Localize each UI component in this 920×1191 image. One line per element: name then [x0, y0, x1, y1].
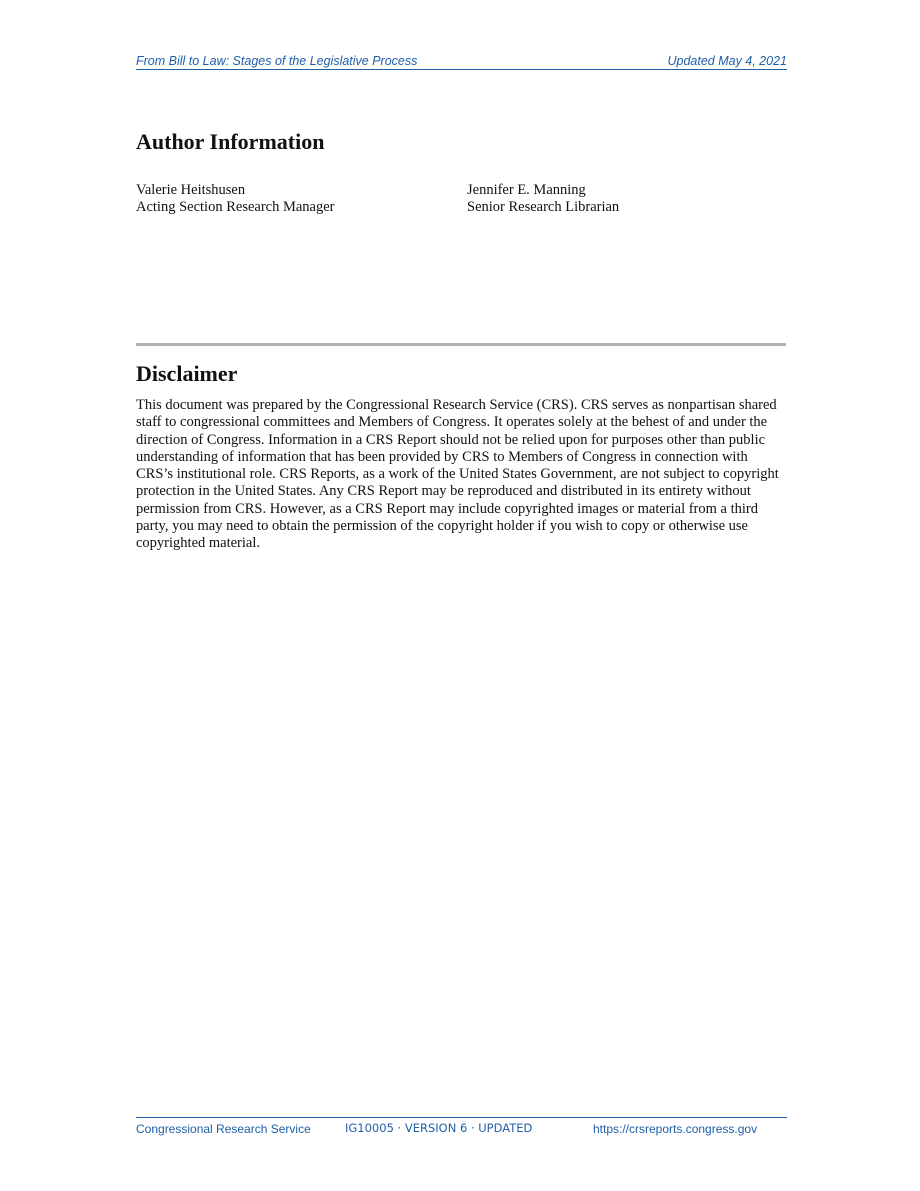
- author-information-heading: Author Information: [136, 129, 325, 154]
- author-card: [467, 182, 619, 216]
- page-header: [136, 53, 787, 70]
- disclaimer-heading: Disclaimer: [136, 361, 238, 386]
- header-updated-date: Updated May 4, 2021: [667, 54, 787, 68]
- section-divider: [136, 343, 786, 346]
- disclaimer-text: This document was prepared by the Congressional Research Service (CRS). CRS serves as nonpartisan shared staff to congressional committees and Members of Congress. It operates solely at the behest of and under the direction of Congress. Information in a CRS Report should not be relied upon for purposes other than public understanding of information that has been provided by CRS to Members of Congress in connection with CRS’s institutional role. CRS Reports, as a work of the United States Government, are not subject to copyright protection in the United States. Any CRS Report may be reproduced and distributed in its entirety without permission from CRS. However, as a CRS Report may include copyrighted images or material from a third party, you may need to obtain the permission of the copyright holder if you wish to copy or otherwise use copyrighted material.: [136, 397, 779, 552]
- footer-url-link[interactable]: https://crsreports.congress.gov: [593, 1122, 758, 1136]
- author-title: Senior Research Librarian: [467, 199, 620, 215]
- page-footer: [136, 1117, 787, 1140]
- author-name: Jennifer E. Manning: [467, 182, 586, 198]
- footer-report-id: IG10005 · VERSION 6 · UPDATED: [345, 1121, 533, 1135]
- footer-organization: Congressional Research Service: [136, 1122, 311, 1136]
- author-name: Valerie Heitshusen: [136, 182, 246, 198]
- header-report-title: From Bill to Law: Stages of the Legislative Process: [136, 54, 418, 68]
- author-card: [136, 182, 335, 216]
- author-title: Acting Section Research Manager: [136, 199, 335, 215]
